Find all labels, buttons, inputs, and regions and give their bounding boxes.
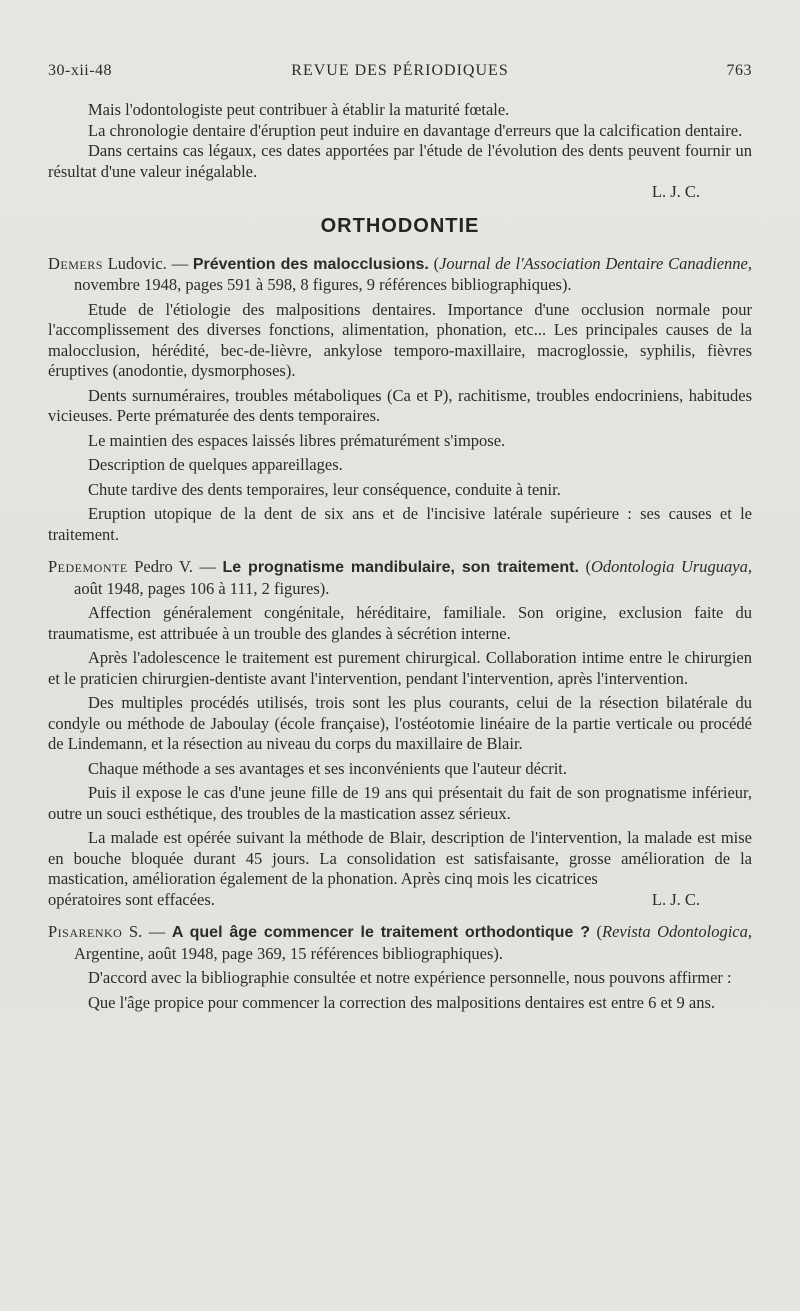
article-title: Le prognatisme mandibulaire, son traitement.: [222, 559, 579, 576]
article-title: Prévention des malocclusions.: [192, 255, 429, 273]
reference-details: Argentine, août 1948, page 369, 15 références bibliographiques).: [74, 943, 504, 963]
summary-paragraph: Chute tardive des dents temporaires, leur conséquence, conduite à tenir.: [88, 479, 561, 499]
author-given-name: Pedro V.: [127, 557, 193, 576]
summary-paragraph: Après l'adolescence le traitement est purement chirurgical. Collaboration intime entre le chirurgien et le praticien chirurgien-dentiste avant l'intervention, pendant l'intervention, après l'intervention.: [48, 648, 752, 688]
body-text: [48, 100, 752, 1013]
header-date: 30-xii-48: [48, 62, 113, 79]
journal-name: Journal de l'Association Dentaire Canadienne,: [439, 253, 752, 273]
review-entry-header: [48, 922, 752, 964]
header-title: REVUE DES PÉRIODIQUES: [291, 62, 509, 79]
dash-separator: —: [166, 253, 193, 273]
journal-name: Revista Odontologica,: [602, 922, 753, 941]
author-surname: Pisarenko: [48, 922, 123, 941]
author-surname: Demers: [48, 253, 103, 273]
running-head: [48, 62, 752, 84]
summary-paragraph: Eruption utopique de la dent de six ans et de l'incisive latérale supérieure : ses causes et le traitement.: [48, 504, 752, 544]
summary-paragraph: La malade est opérée suivant la méthode de Blair, description de l'intervention, la malade est mise en bouche bloquée durant 45 jours. La consolidation est satisfaisante, grosse amélioration de la mastication, amélioration également de la phonation. Après cinq mois les cicatrices: [48, 828, 752, 888]
reference-open: (: [428, 253, 440, 273]
reference-details: novembre 1948, pages 591 à 598, 8 figures, 9 références bibliographiques).: [74, 275, 572, 294]
closing-text: opératoires sont effacées.: [48, 889, 215, 909]
reference-details: août 1948, pages 106 à 111, 2 figures).: [74, 578, 330, 598]
dash-separator: —: [142, 922, 172, 941]
page-number: 763: [726, 62, 752, 79]
intro-signature: L. J. C.: [651, 182, 700, 201]
dash-separator: —: [192, 557, 223, 576]
summary-paragraph: Chaque méthode a ses avantages et ses inconvénients que l'auteur décrit.: [88, 758, 568, 778]
summary-paragraph: Des multiples procédés utilisés, trois sont les plus courants, celui de la résection bilatérale du condyle ou méthode de Jaboulay (école française), l'ostéotomie linéaire de la partie verticale ou procédé de Lindemann, et la résection au niveau du corps du maxillaire de Blair.: [48, 693, 752, 753]
summary-paragraph: D'accord avec la bibliographie consultée et notre expérience personnelle, nous pouvons affirmer :: [88, 968, 732, 987]
summary-paragraph: Que l'âge propice pour commencer la correction des malpositions dentaires est entre 6 et 9 ans.: [88, 992, 715, 1012]
section-title: ORTHODONTIE: [320, 214, 480, 237]
entry-signature: L. J. C.: [651, 889, 700, 909]
intro-paragraph: Dans certains cas légaux, ces dates apportées par l'étude de l'évolution des dents peuvent fournir un résultat d'une valeur inégalable.: [48, 141, 752, 181]
summary-paragraph: Etude de l'étiologie des malpositions dentaires. Importance d'une occlusion normale pour l'accomplissement des diverses fonctions, alimentation, phonation, etc... Les principales causes de la malocclusion, hérédité, bec-de-lièvre, ankylose temporo-maxillaire, macroglossie, syphilis, fièvres éruptives (anodontie, dysmorphoses).: [48, 299, 752, 380]
summary-paragraph: Affection généralement congénitale, héréditaire, familiale. Son origine, exclusion faite du traumatisme, est attribuée à un trouble des glandes à sécrétion interne.: [48, 603, 752, 643]
closing-line: [48, 890, 752, 911]
intro-paragraph: La chronologie dentaire d'éruption peut induire en davantage d'erreurs que la calcification dentaire.: [88, 120, 743, 140]
article-title: A quel âge commencer le traitement orthodontique ?: [171, 924, 590, 941]
reference-open: (: [578, 557, 591, 576]
review-entry-header: [48, 557, 752, 599]
intro-paragraph: Mais l'odontologiste peut contribuer à établir la maturité fœtale.: [88, 100, 510, 119]
author-given-name: S.: [122, 922, 143, 941]
review-entry-header: [48, 254, 752, 296]
author-given-name: Ludovic.: [102, 253, 167, 273]
reference-open: (: [589, 922, 603, 941]
summary-paragraph: Description de quelques appareillages.: [88, 455, 343, 474]
author-surname: Pedemonte: [48, 557, 128, 576]
journal-name: Odontologia Uruguaya,: [590, 557, 752, 576]
summary-paragraph: Puis il expose le cas d'une jeune fille de 19 ans qui présentait du fait de son prognatisme inférieur, outre un souci esthétique, des troubles de la mastication assez sérieux.: [48, 783, 752, 823]
summary-paragraph: Dents surnuméraires, troubles métaboliques (Ca et P), rachitisme, troubles endocriniens, habitudes vicieuses. Perte prématurée des dents temporaires.: [48, 385, 752, 425]
summary-paragraph: Le maintien des espaces laissés libres prématurément s'impose.: [88, 430, 506, 450]
